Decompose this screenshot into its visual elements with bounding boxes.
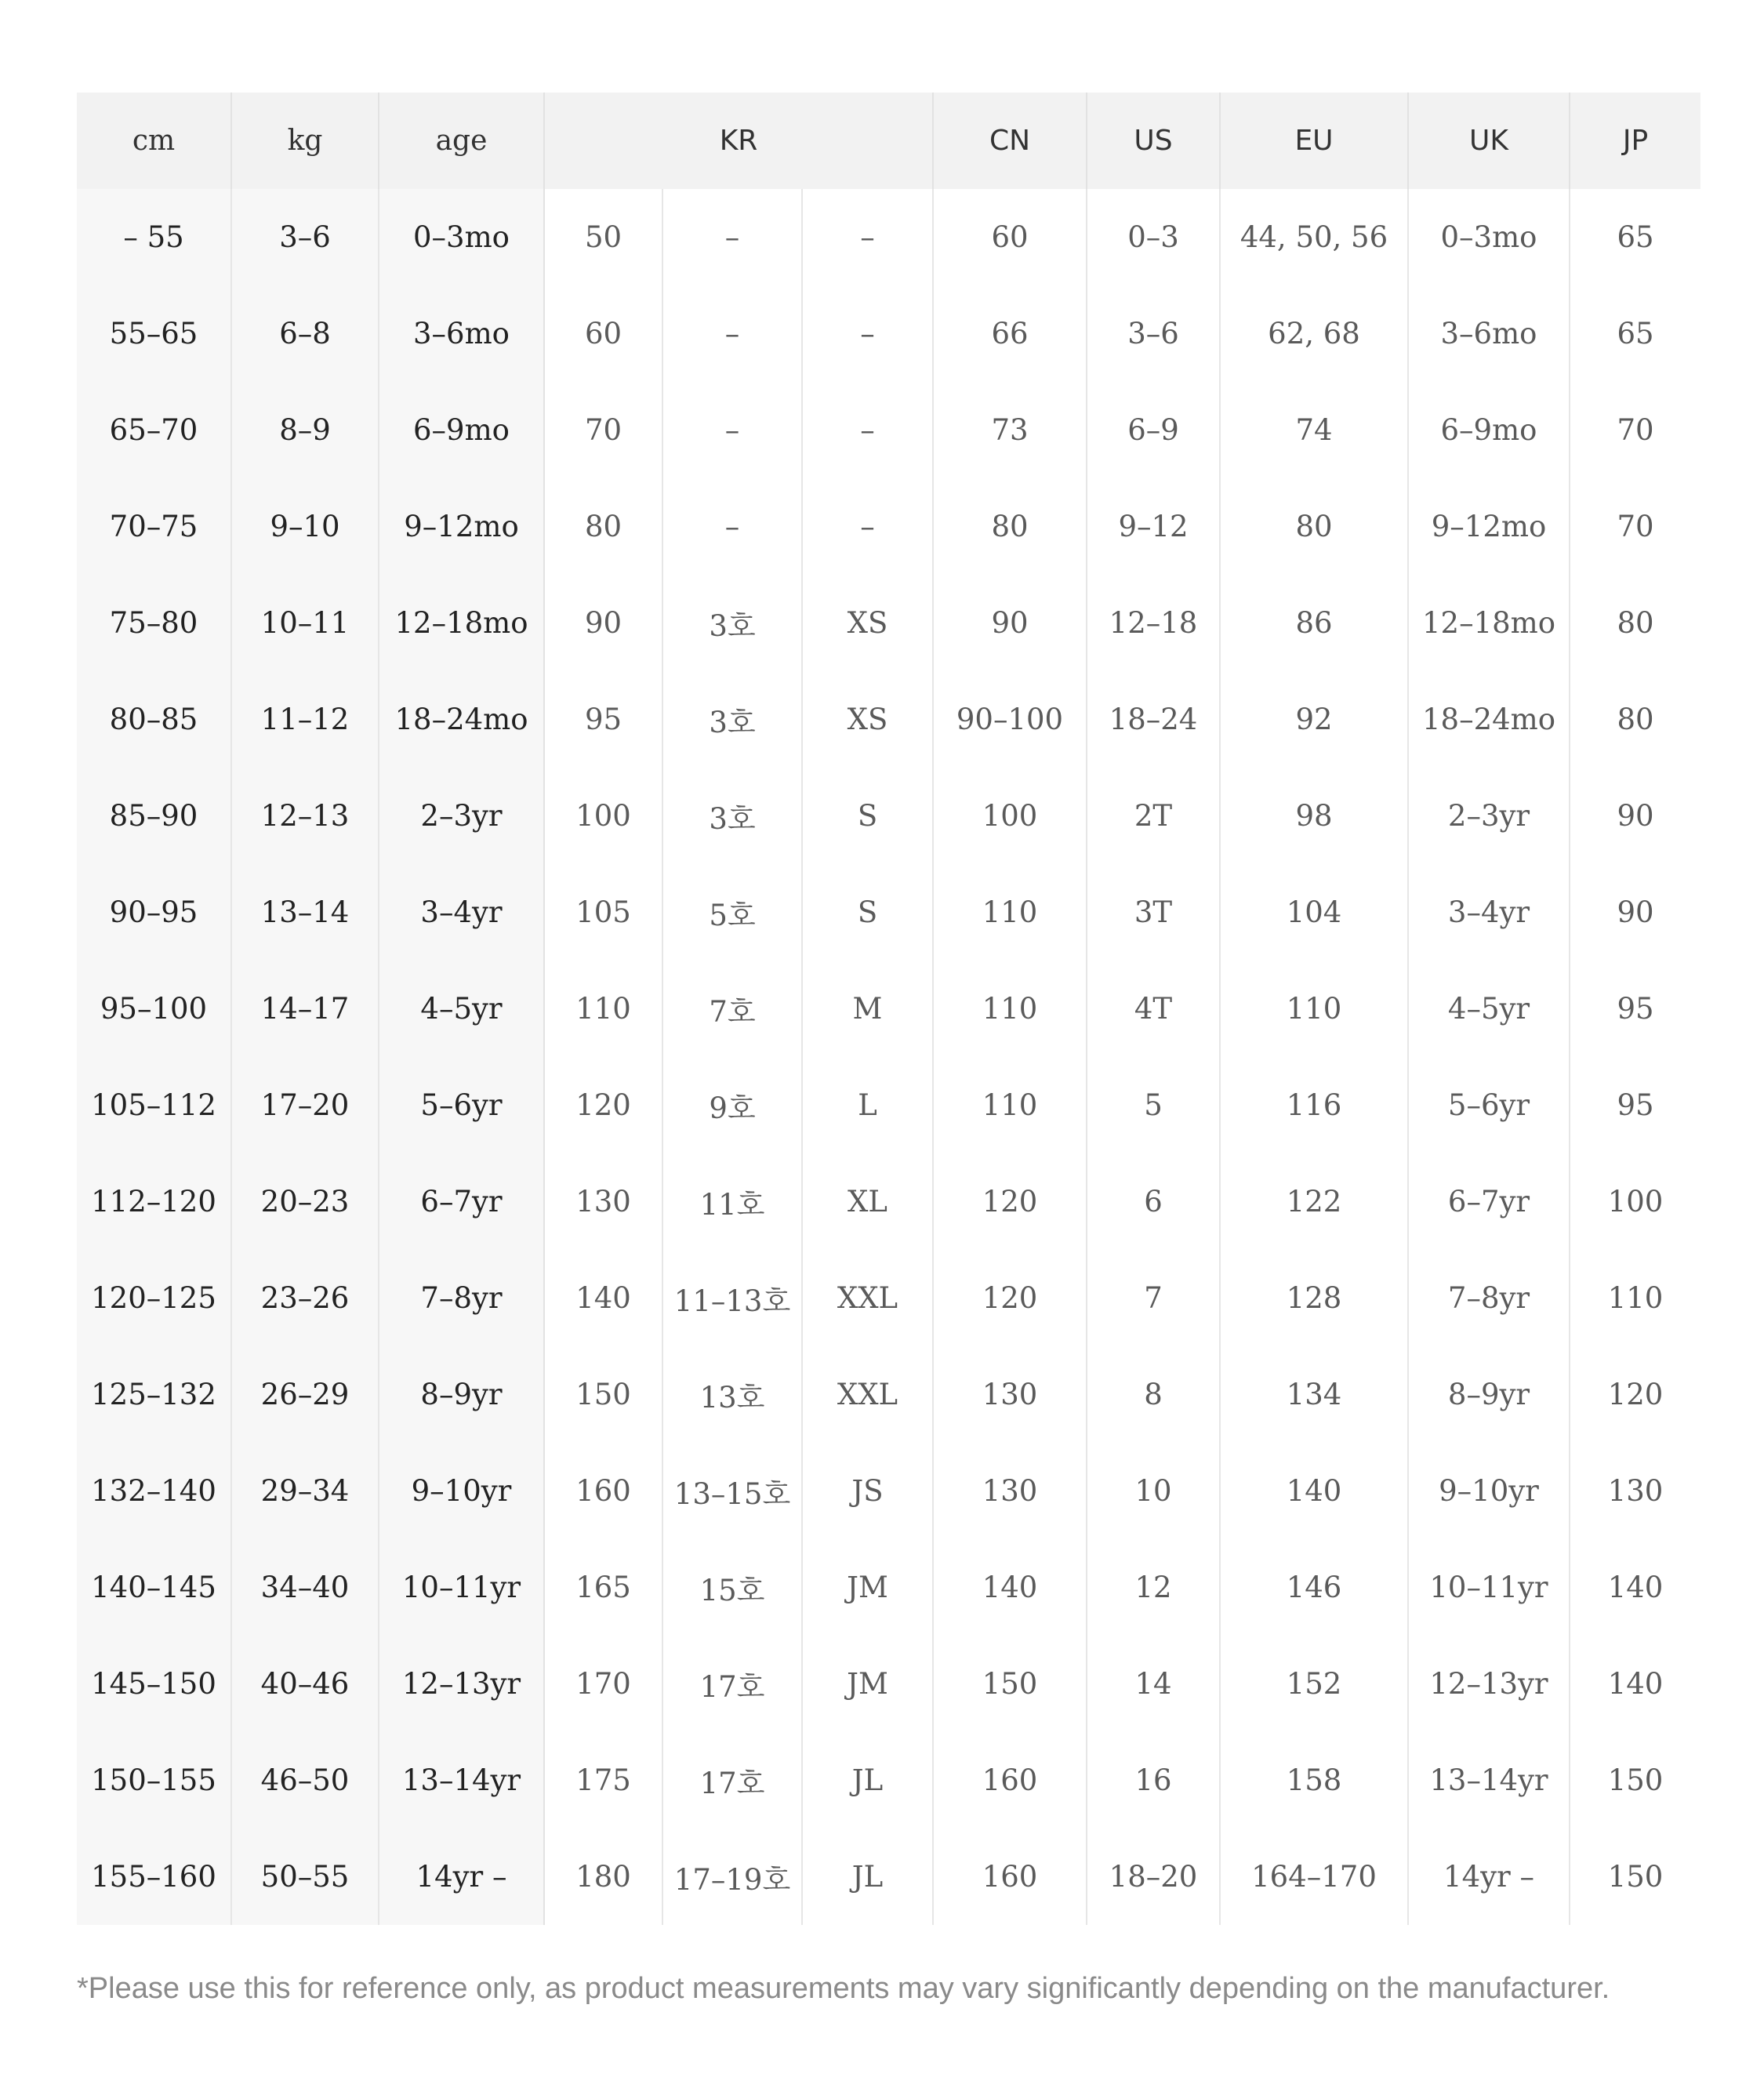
cell-age: 2–3yr <box>379 768 544 864</box>
cell-cm: 75–80 <box>77 575 231 671</box>
cell-uk: 14yr – <box>1408 1829 1570 1925</box>
header-kr: KR <box>544 93 933 189</box>
table-row <box>77 1732 1700 1829</box>
cell-kg: 9–10 <box>231 478 379 575</box>
cell-jp: 150 <box>1570 1829 1700 1925</box>
table-row <box>77 1636 1700 1732</box>
cell-cn: 100 <box>933 768 1087 864</box>
cell-kr-letter: – <box>802 285 933 382</box>
footnote: *Please use this for reference only, as product measurements may vary significantly depending on the manufacturer. <box>77 1972 1610 2005</box>
cell-cn: 110 <box>933 864 1087 961</box>
cell-kr-ho: 11–13호 <box>662 1250 802 1346</box>
table-row <box>77 285 1700 382</box>
cell-us: 5 <box>1087 1057 1220 1153</box>
cell-eu: 104 <box>1220 864 1408 961</box>
table-row <box>77 671 1700 768</box>
cell-us: 12–18 <box>1087 575 1220 671</box>
cell-kr-letter: L <box>802 1057 933 1153</box>
cell-cn: 60 <box>933 189 1087 285</box>
cell-kr-ho: 3호 <box>662 768 802 864</box>
cell-jp: 100 <box>1570 1153 1700 1250</box>
cell-kg: 14–17 <box>231 961 379 1057</box>
header-cn: CN <box>933 93 1087 189</box>
header-age: age <box>379 93 544 189</box>
cell-uk: 4–5yr <box>1408 961 1570 1057</box>
cell-kr-ho: 13–15호 <box>662 1443 802 1539</box>
cell-kr-size: 95 <box>544 671 662 768</box>
cell-kr-size: 120 <box>544 1057 662 1153</box>
cell-cm: 125–132 <box>77 1346 231 1443</box>
cell-jp: 120 <box>1570 1346 1700 1443</box>
cell-jp: 140 <box>1570 1539 1700 1636</box>
cell-jp: 90 <box>1570 864 1700 961</box>
cell-cn: 130 <box>933 1443 1087 1539</box>
cell-jp: 70 <box>1570 478 1700 575</box>
cell-uk: 7–8yr <box>1408 1250 1570 1346</box>
cell-us: 4T <box>1087 961 1220 1057</box>
cell-uk: 9–10yr <box>1408 1443 1570 1539</box>
cell-eu: 140 <box>1220 1443 1408 1539</box>
table-row <box>77 864 1700 961</box>
cell-cn: 110 <box>933 961 1087 1057</box>
cell-uk: 0–3mo <box>1408 189 1570 285</box>
cell-kr-size: 80 <box>544 478 662 575</box>
cell-kr-ho: 7호 <box>662 961 802 1057</box>
cell-eu: 80 <box>1220 478 1408 575</box>
cell-kg: 40–46 <box>231 1636 379 1732</box>
cell-age: 10–11yr <box>379 1539 544 1636</box>
cell-age: 13–14yr <box>379 1732 544 1829</box>
cell-eu: 92 <box>1220 671 1408 768</box>
cell-age: 9–10yr <box>379 1443 544 1539</box>
cell-kg: 50–55 <box>231 1829 379 1925</box>
cell-cn: 120 <box>933 1153 1087 1250</box>
table-row <box>77 478 1700 575</box>
cell-cm: 132–140 <box>77 1443 231 1539</box>
cell-kg: 23–26 <box>231 1250 379 1346</box>
cell-kr-letter: – <box>802 382 933 478</box>
cell-uk: 3–6mo <box>1408 285 1570 382</box>
cell-cn: 140 <box>933 1539 1087 1636</box>
cell-uk: 2–3yr <box>1408 768 1570 864</box>
cell-age: 8–9yr <box>379 1346 544 1443</box>
cell-kr-ho: 17호 <box>662 1732 802 1829</box>
cell-cm: 105–112 <box>77 1057 231 1153</box>
header-us: US <box>1087 93 1220 189</box>
cell-uk: 8–9yr <box>1408 1346 1570 1443</box>
cell-kr-ho: 3호 <box>662 671 802 768</box>
cell-us: 3T <box>1087 864 1220 961</box>
cell-age: 6–7yr <box>379 1153 544 1250</box>
cell-uk: 6–7yr <box>1408 1153 1570 1250</box>
table-row <box>77 189 1700 285</box>
cell-kg: 8–9 <box>231 382 379 478</box>
cell-kg: 46–50 <box>231 1732 379 1829</box>
cell-kr-ho: 9호 <box>662 1057 802 1153</box>
cell-eu: 122 <box>1220 1153 1408 1250</box>
cell-kr-size: 50 <box>544 189 662 285</box>
cell-kr-size: 165 <box>544 1539 662 1636</box>
cell-uk: 5–6yr <box>1408 1057 1570 1153</box>
cell-kr-ho: – <box>662 382 802 478</box>
cell-kr-ho: – <box>662 189 802 285</box>
cell-kg: 29–34 <box>231 1443 379 1539</box>
cell-cm: 85–90 <box>77 768 231 864</box>
cell-cn: 66 <box>933 285 1087 382</box>
cell-cm: 145–150 <box>77 1636 231 1732</box>
cell-cm: 112–120 <box>77 1153 231 1250</box>
cell-age: 9–12mo <box>379 478 544 575</box>
cell-cm: 80–85 <box>77 671 231 768</box>
cell-uk: 6–9mo <box>1408 382 1570 478</box>
cell-kr-size: 150 <box>544 1346 662 1443</box>
header-jp: JP <box>1570 93 1700 189</box>
cell-us: 9–12 <box>1087 478 1220 575</box>
cell-kr-ho: 17–19호 <box>662 1829 802 1925</box>
cell-cm: 70–75 <box>77 478 231 575</box>
cell-cm: – 55 <box>77 189 231 285</box>
cell-kr-size: 70 <box>544 382 662 478</box>
cell-cn: 90–100 <box>933 671 1087 768</box>
cell-kr-letter: JM <box>802 1539 933 1636</box>
cell-cm: 65–70 <box>77 382 231 478</box>
cell-age: 5–6yr <box>379 1057 544 1153</box>
cell-cn: 90 <box>933 575 1087 671</box>
cell-jp: 95 <box>1570 961 1700 1057</box>
cell-kg: 10–11 <box>231 575 379 671</box>
cell-kr-size: 110 <box>544 961 662 1057</box>
cell-kr-letter: XL <box>802 1153 933 1250</box>
cell-us: 3–6 <box>1087 285 1220 382</box>
cell-kr-letter: XXL <box>802 1346 933 1443</box>
cell-eu: 44, 50, 56 <box>1220 189 1408 285</box>
cell-uk: 13–14yr <box>1408 1732 1570 1829</box>
cell-kr-letter: M <box>802 961 933 1057</box>
cell-age: 12–18mo <box>379 575 544 671</box>
cell-jp: 130 <box>1570 1443 1700 1539</box>
cell-kr-size: 160 <box>544 1443 662 1539</box>
cell-kg: 3–6 <box>231 189 379 285</box>
cell-kg: 12–13 <box>231 768 379 864</box>
cell-kr-size: 175 <box>544 1732 662 1829</box>
cell-eu: 146 <box>1220 1539 1408 1636</box>
cell-uk: 18–24mo <box>1408 671 1570 768</box>
cell-kr-size: 60 <box>544 285 662 382</box>
table-row <box>77 575 1700 671</box>
cell-eu: 62, 68 <box>1220 285 1408 382</box>
cell-cn: 80 <box>933 478 1087 575</box>
cell-eu: 86 <box>1220 575 1408 671</box>
table-row <box>77 1153 1700 1250</box>
cell-uk: 12–13yr <box>1408 1636 1570 1732</box>
header-row <box>77 93 1700 189</box>
cell-kg: 26–29 <box>231 1346 379 1443</box>
cell-cm: 95–100 <box>77 961 231 1057</box>
table-row <box>77 961 1700 1057</box>
cell-kr-letter: – <box>802 478 933 575</box>
cell-eu: 158 <box>1220 1732 1408 1829</box>
cell-jp: 90 <box>1570 768 1700 864</box>
cell-kg: 6–8 <box>231 285 379 382</box>
cell-kr-letter: – <box>802 189 933 285</box>
cell-cn: 73 <box>933 382 1087 478</box>
cell-kr-size: 170 <box>544 1636 662 1732</box>
cell-kr-letter: S <box>802 768 933 864</box>
cell-age: 3–6mo <box>379 285 544 382</box>
cell-jp: 80 <box>1570 575 1700 671</box>
cell-cm: 155–160 <box>77 1829 231 1925</box>
cell-eu: 74 <box>1220 382 1408 478</box>
table-row <box>77 1346 1700 1443</box>
size-chart <box>77 93 1700 1925</box>
cell-us: 18–20 <box>1087 1829 1220 1925</box>
cell-cm: 120–125 <box>77 1250 231 1346</box>
cell-kr-size: 105 <box>544 864 662 961</box>
cell-eu: 134 <box>1220 1346 1408 1443</box>
cell-age: 18–24mo <box>379 671 544 768</box>
cell-uk: 3–4yr <box>1408 864 1570 961</box>
cell-kg: 17–20 <box>231 1057 379 1153</box>
cell-kr-ho: 3호 <box>662 575 802 671</box>
cell-cm: 140–145 <box>77 1539 231 1636</box>
cell-us: 16 <box>1087 1732 1220 1829</box>
cell-kr-size: 130 <box>544 1153 662 1250</box>
cell-age: 12–13yr <box>379 1636 544 1732</box>
cell-kr-letter: XS <box>802 671 933 768</box>
cell-cn: 120 <box>933 1250 1087 1346</box>
table-row <box>77 1057 1700 1153</box>
cell-uk: 9–12mo <box>1408 478 1570 575</box>
cell-cm: 90–95 <box>77 864 231 961</box>
cell-kr-letter: JL <box>802 1732 933 1829</box>
cell-cn: 150 <box>933 1636 1087 1732</box>
cell-uk: 10–11yr <box>1408 1539 1570 1636</box>
cell-cm: 55–65 <box>77 285 231 382</box>
cell-us: 14 <box>1087 1636 1220 1732</box>
cell-age: 6–9mo <box>379 382 544 478</box>
cell-kr-letter: XS <box>802 575 933 671</box>
cell-us: 2T <box>1087 768 1220 864</box>
cell-us: 6 <box>1087 1153 1220 1250</box>
cell-jp: 70 <box>1570 382 1700 478</box>
cell-eu: 152 <box>1220 1636 1408 1732</box>
cell-kg: 34–40 <box>231 1539 379 1636</box>
cell-kr-ho: 5호 <box>662 864 802 961</box>
cell-eu: 164–170 <box>1220 1829 1408 1925</box>
cell-us: 12 <box>1087 1539 1220 1636</box>
cell-age: 3–4yr <box>379 864 544 961</box>
cell-jp: 65 <box>1570 189 1700 285</box>
cell-kg: 20–23 <box>231 1153 379 1250</box>
cell-jp: 95 <box>1570 1057 1700 1153</box>
cell-us: 10 <box>1087 1443 1220 1539</box>
cell-cn: 160 <box>933 1732 1087 1829</box>
header-eu: EU <box>1220 93 1408 189</box>
cell-kr-letter: JL <box>802 1829 933 1925</box>
table-row <box>77 768 1700 864</box>
header-kg: kg <box>231 93 379 189</box>
cell-us: 0–3 <box>1087 189 1220 285</box>
cell-uk: 12–18mo <box>1408 575 1570 671</box>
cell-jp: 65 <box>1570 285 1700 382</box>
cell-kg: 13–14 <box>231 864 379 961</box>
cell-age: 7–8yr <box>379 1250 544 1346</box>
cell-age: 14yr – <box>379 1829 544 1925</box>
cell-kr-ho: – <box>662 285 802 382</box>
cell-us: 7 <box>1087 1250 1220 1346</box>
cell-kr-ho: 17호 <box>662 1636 802 1732</box>
cell-age: 4–5yr <box>379 961 544 1057</box>
table-row <box>77 1443 1700 1539</box>
cell-kr-letter: S <box>802 864 933 961</box>
cell-age: 0–3mo <box>379 189 544 285</box>
cell-kr-ho: – <box>662 478 802 575</box>
cell-jp: 140 <box>1570 1636 1700 1732</box>
cell-kr-ho: 11호 <box>662 1153 802 1250</box>
cell-kr-letter: XXL <box>802 1250 933 1346</box>
cell-kr-letter: JM <box>802 1636 933 1732</box>
cell-kr-ho: 15호 <box>662 1539 802 1636</box>
cell-us: 8 <box>1087 1346 1220 1443</box>
cell-jp: 150 <box>1570 1732 1700 1829</box>
cell-kr-ho: 13호 <box>662 1346 802 1443</box>
cell-us: 18–24 <box>1087 671 1220 768</box>
table-body <box>77 189 1700 1925</box>
cell-cn: 160 <box>933 1829 1087 1925</box>
cell-kr-letter: JS <box>802 1443 933 1539</box>
cell-kr-size: 180 <box>544 1829 662 1925</box>
header-cm: cm <box>77 93 231 189</box>
size-table <box>77 93 1700 1925</box>
cell-kr-size: 90 <box>544 575 662 671</box>
cell-eu: 116 <box>1220 1057 1408 1153</box>
cell-us: 6–9 <box>1087 382 1220 478</box>
cell-kg: 11–12 <box>231 671 379 768</box>
cell-jp: 80 <box>1570 671 1700 768</box>
cell-cn: 110 <box>933 1057 1087 1153</box>
cell-kr-size: 100 <box>544 768 662 864</box>
cell-eu: 128 <box>1220 1250 1408 1346</box>
table-row <box>77 382 1700 478</box>
table-row <box>77 1539 1700 1636</box>
cell-eu: 98 <box>1220 768 1408 864</box>
cell-kr-size: 140 <box>544 1250 662 1346</box>
table-row <box>77 1250 1700 1346</box>
cell-cn: 130 <box>933 1346 1087 1443</box>
cell-cm: 150–155 <box>77 1732 231 1829</box>
header-uk: UK <box>1408 93 1570 189</box>
cell-jp: 110 <box>1570 1250 1700 1346</box>
table-row <box>77 1829 1700 1925</box>
cell-eu: 110 <box>1220 961 1408 1057</box>
